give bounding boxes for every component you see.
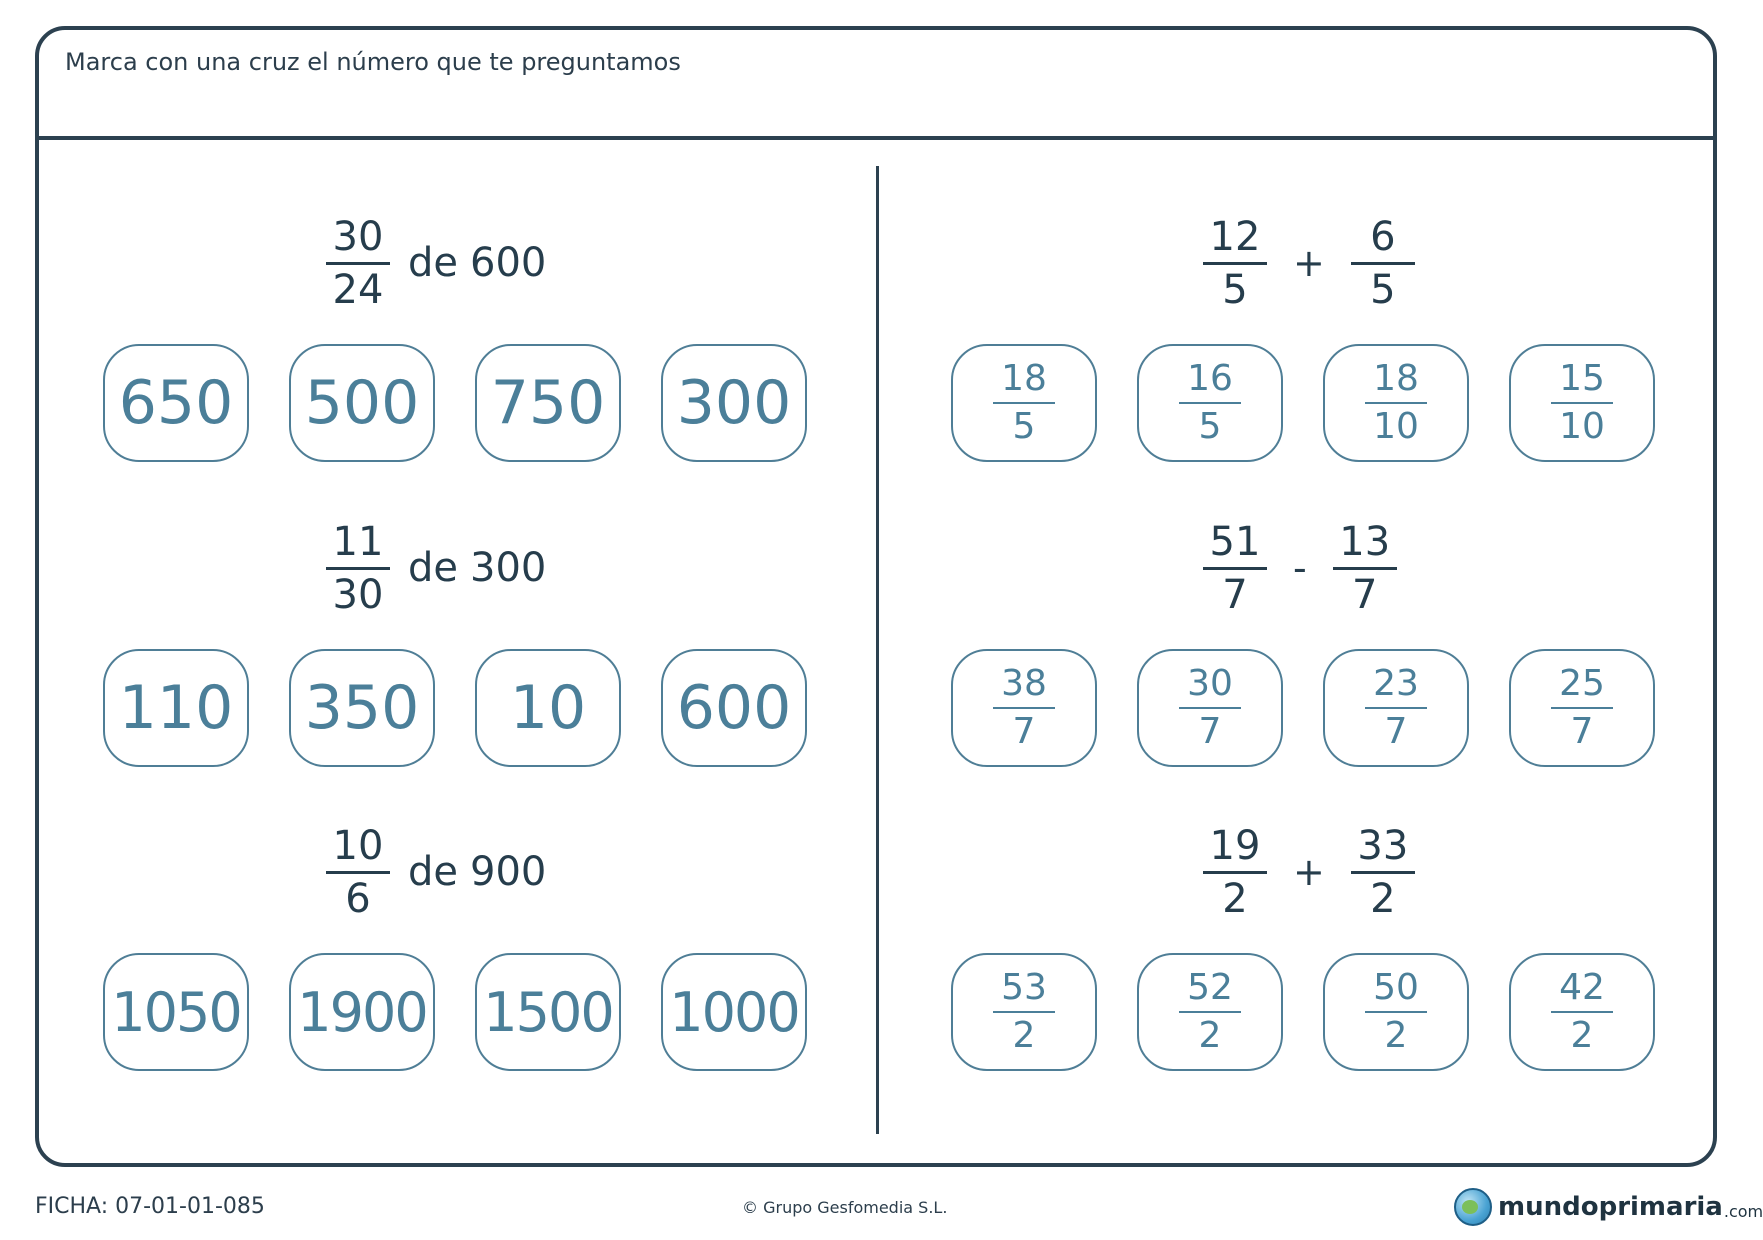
fraction-bar	[1179, 402, 1241, 404]
answer-option[interactable]	[951, 344, 1097, 462]
option-fraction	[1179, 358, 1241, 448]
answer-option[interactable]	[289, 649, 435, 767]
numerator: 50	[1373, 967, 1419, 1008]
denominator: 10	[1373, 406, 1419, 447]
fraction-bar	[1179, 707, 1241, 709]
denominator: 7	[1012, 711, 1036, 752]
fraction-bar	[326, 262, 390, 265]
operator: +	[1293, 241, 1325, 285]
fraction-bar	[1351, 871, 1415, 874]
option-value: 1900	[297, 980, 427, 1044]
answer-option[interactable]	[289, 344, 435, 462]
numerator: 33	[1357, 822, 1409, 869]
column-divider	[876, 166, 879, 1134]
of-value: 300	[470, 545, 547, 591]
option-value: 1000	[669, 980, 799, 1044]
answer-option[interactable]	[1509, 649, 1655, 767]
of-value: 600	[470, 240, 547, 286]
fraction-bar	[993, 707, 1055, 709]
denominator: 7	[1351, 571, 1378, 618]
brand-suffix: .com	[1723, 1201, 1763, 1221]
fraction-bar	[1203, 871, 1267, 874]
left-problem-3	[326, 824, 546, 920]
option-fraction	[1179, 663, 1241, 753]
denominator: 7	[1570, 711, 1594, 752]
right-problem-2	[1203, 520, 1397, 616]
denominator: 6	[345, 875, 371, 922]
answer-option[interactable]	[1323, 953, 1469, 1071]
second-fraction	[1351, 823, 1415, 922]
answer-option[interactable]	[1137, 953, 1283, 1071]
option-value: 600	[676, 673, 792, 743]
instruction-header	[39, 30, 1713, 140]
fraction-bar	[1203, 567, 1267, 570]
answer-option[interactable]	[289, 953, 435, 1071]
option-value: 300	[676, 368, 792, 438]
option-value: 650	[118, 368, 234, 438]
numerator: 18	[1001, 358, 1047, 399]
numerator: 53	[1001, 967, 1047, 1008]
of-word: de	[408, 240, 458, 286]
option-fraction	[1365, 967, 1427, 1057]
answer-option[interactable]	[1323, 649, 1469, 767]
answer-option[interactable]	[475, 649, 621, 767]
numerator: 15	[1559, 358, 1605, 399]
denominator: 2	[1198, 1015, 1222, 1056]
numerator: 30	[1187, 663, 1233, 704]
right-problem-1	[1203, 215, 1415, 311]
numerator: 18	[1373, 358, 1419, 399]
denominator: 10	[1559, 406, 1605, 447]
denominator: 5	[1012, 406, 1036, 447]
brand-name: mundoprimaria	[1498, 1192, 1723, 1222]
answer-option[interactable]	[103, 649, 249, 767]
answer-option[interactable]	[1137, 649, 1283, 767]
numerator: 12	[1209, 213, 1261, 260]
fraction-bar	[1551, 707, 1613, 709]
option-value: 1500	[483, 980, 613, 1044]
numerator: 19	[1209, 822, 1261, 869]
denominator: 7	[1384, 711, 1408, 752]
numerator: 52	[1187, 967, 1233, 1008]
fraction-bar	[1551, 1011, 1613, 1013]
problem-fraction	[326, 823, 390, 922]
numerator: 10	[332, 822, 384, 869]
option-fraction	[1365, 663, 1427, 753]
answer-option[interactable]	[661, 344, 807, 462]
fraction-bar	[326, 567, 390, 570]
answer-option[interactable]	[475, 344, 621, 462]
instruction-text: Marca con una cruz el número que te preguntamos	[65, 48, 681, 76]
option-value: 110	[118, 673, 234, 743]
option-fraction	[993, 358, 1055, 448]
fraction-bar	[993, 402, 1055, 404]
denominator: 2	[1012, 1015, 1036, 1056]
fraction-bar	[1551, 402, 1613, 404]
numerator: 38	[1001, 663, 1047, 704]
fraction-bar	[1179, 1011, 1241, 1013]
of-word: de	[408, 545, 458, 591]
first-fraction	[1203, 823, 1267, 922]
fraction-bar	[1351, 262, 1415, 265]
of-value: 900	[470, 849, 547, 895]
brand-logo[interactable]	[1454, 1188, 1763, 1226]
second-fraction	[1333, 519, 1397, 618]
numerator: 6	[1370, 213, 1396, 260]
denominator: 7	[1222, 571, 1248, 618]
of-word: de	[408, 849, 458, 895]
answer-option[interactable]	[951, 649, 1097, 767]
option-fraction	[1551, 358, 1613, 448]
fraction-bar	[1365, 1011, 1427, 1013]
copyright-text: © Grupo Gesfomedia S.L.	[742, 1198, 948, 1217]
answer-option[interactable]	[103, 953, 249, 1071]
denominator: 5	[1198, 406, 1222, 447]
answer-option[interactable]	[1137, 344, 1283, 462]
problem-fraction	[326, 519, 390, 618]
option-fraction	[1179, 967, 1241, 1057]
second-fraction	[1351, 214, 1415, 313]
globe-icon	[1454, 1188, 1492, 1226]
denominator: 2	[1384, 1015, 1408, 1056]
option-fraction	[1551, 663, 1613, 753]
fraction-bar	[1333, 567, 1397, 570]
option-fraction	[1365, 358, 1427, 448]
fraction-bar	[1203, 262, 1267, 265]
problem-fraction	[326, 214, 390, 313]
numerator: 25	[1559, 663, 1605, 704]
answer-option[interactable]	[1323, 344, 1469, 462]
option-value: 500	[304, 368, 420, 438]
first-fraction	[1203, 214, 1267, 313]
denominator: 5	[1222, 266, 1248, 313]
first-fraction	[1203, 519, 1267, 618]
option-value: 1050	[111, 980, 241, 1044]
numerator: 23	[1373, 663, 1419, 704]
answer-option[interactable]	[951, 953, 1097, 1071]
numerator: 11	[332, 518, 384, 565]
denominator: 5	[1370, 266, 1396, 313]
fraction-bar	[326, 871, 390, 874]
left-problem-2	[326, 520, 546, 616]
answer-option[interactable]	[1509, 953, 1655, 1071]
option-value: 350	[304, 673, 420, 743]
answer-option[interactable]	[1509, 344, 1655, 462]
numerator: 16	[1187, 358, 1233, 399]
numerator: 13	[1339, 518, 1391, 565]
fraction-bar	[993, 1011, 1055, 1013]
denominator: 24	[332, 266, 384, 313]
worksheet-code: FICHA: 07-01-01-085	[35, 1194, 265, 1219]
numerator: 30	[332, 213, 384, 260]
operator: -	[1293, 546, 1307, 590]
option-fraction	[993, 663, 1055, 753]
denominator: 2	[1570, 1015, 1594, 1056]
left-problem-1	[326, 215, 546, 311]
denominator: 30	[332, 571, 384, 618]
denominator: 2	[1370, 875, 1396, 922]
option-value: 10	[509, 673, 587, 743]
operator: +	[1293, 850, 1325, 894]
answer-option[interactable]	[661, 649, 807, 767]
right-problem-3	[1203, 824, 1415, 920]
answer-option[interactable]	[103, 344, 249, 462]
answer-option[interactable]	[661, 953, 807, 1071]
denominator: 7	[1198, 711, 1222, 752]
fraction-bar	[1365, 402, 1427, 404]
numerator: 42	[1559, 967, 1605, 1008]
option-fraction	[993, 967, 1055, 1057]
fraction-bar	[1365, 707, 1427, 709]
option-fraction	[1551, 967, 1613, 1057]
numerator: 51	[1209, 518, 1261, 565]
answer-option[interactable]	[475, 953, 621, 1071]
denominator: 2	[1222, 875, 1248, 922]
option-value: 750	[490, 368, 606, 438]
